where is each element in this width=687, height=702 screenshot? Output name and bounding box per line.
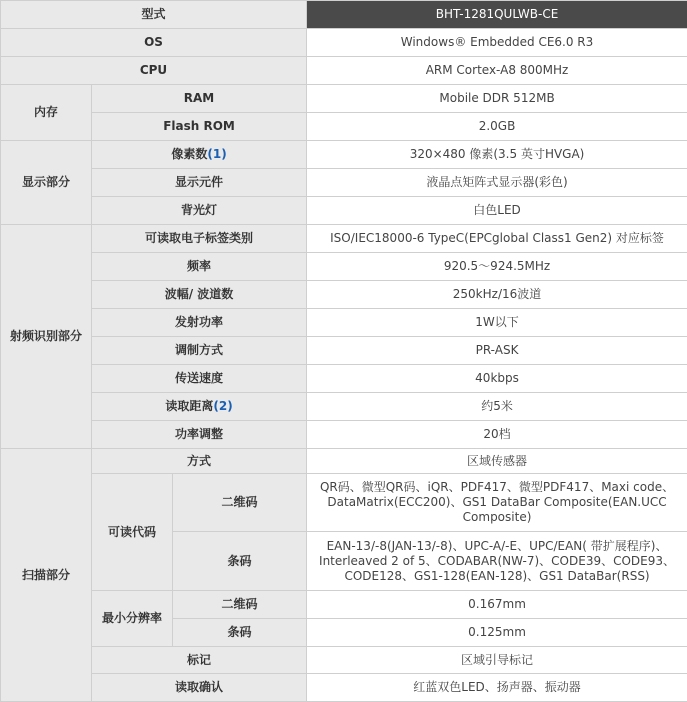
pixels-value: 320×480 像素(3.5 英寸HVGA) [307, 141, 687, 169]
row-frequency [1, 253, 687, 281]
row-scan-method [1, 449, 687, 474]
flash-label: Flash ROM [92, 113, 307, 141]
min-res-qr-value: 0.167mm [307, 591, 687, 619]
readable-qr-value: QR码、微型QR码、iQR、PDF417、微型PDF417、Maxi code、DataMatrix(ECC200)、GS1 DataBar Composite(EAN.UCC Composite) [307, 474, 687, 532]
tag-type-label: 可读取电子标签类别 [92, 225, 307, 253]
min-res-barcode-value: 0.125mm [307, 619, 687, 647]
row-os [1, 29, 687, 57]
readable-barcode-label: 条码 [173, 532, 307, 591]
row-ram [1, 85, 687, 113]
model-value: BHT-1281QULWB-CE [307, 1, 687, 29]
row-display-element [1, 169, 687, 197]
marker-value: 区域引导标记 [307, 647, 687, 674]
scan-method-value: 区域传感器 [307, 449, 687, 474]
row-tx-power [1, 309, 687, 337]
read-confirm-label: 读取确认 [92, 674, 307, 702]
min-res-barcode-label: 条码 [173, 619, 307, 647]
read-confirm-value: 红蓝双色LED、扬声器、振动器 [307, 674, 687, 702]
read-distance-value: 约5米 [307, 393, 687, 421]
pixels-label: 像素数 [171, 147, 207, 161]
read-distance-label-cell [92, 393, 307, 421]
row-pixels [1, 141, 687, 169]
row-flash [1, 113, 687, 141]
tx-power-value: 1W以下 [307, 309, 687, 337]
marker-label: 标记 [92, 647, 307, 674]
read-distance-footnote-link[interactable]: (2) [213, 399, 232, 413]
row-cpu [1, 57, 687, 85]
row-model [1, 1, 687, 29]
speed-label: 传送速度 [92, 365, 307, 393]
row-tag-type [1, 225, 687, 253]
modulation-label: 调制方式 [92, 337, 307, 365]
backlight-label: 背光灯 [92, 197, 307, 225]
display-element-label: 显示元件 [92, 169, 307, 197]
pixels-footnote-link[interactable]: (1) [207, 147, 226, 161]
tag-type-value: ISO/IEC18000-6 TypeC(EPCglobal Class1 Gen2) 对应标签 [307, 225, 687, 253]
readable-codes-group-label: 可读代码 [92, 474, 173, 591]
pixels-label-cell [92, 141, 307, 169]
rfid-group-label: 射频识别部分 [1, 225, 92, 449]
frequency-label: 频率 [92, 253, 307, 281]
readable-qr-label: 二维码 [173, 474, 307, 532]
min-res-qr-label: 二维码 [173, 591, 307, 619]
row-backlight [1, 197, 687, 225]
readable-barcode-value: EAN-13/-8(JAN-13/-8)、UPC-A/-E、UPC/EAN( 带扩展程序)、Interleaved 2 of 5、CODABAR(NW-7)、CODE39、CODE93、CODE128、GS1-128(EAN-128)、GS1 DataBar(RSS) [307, 532, 687, 591]
scan-method-label: 方式 [92, 449, 307, 474]
memory-group-label: 内存 [1, 85, 92, 141]
row-read-confirm [1, 674, 687, 702]
read-distance-label: 读取距离 [165, 399, 213, 413]
os-label: OS [1, 29, 307, 57]
scan-group-label: 扫描部分 [1, 449, 92, 702]
frequency-value: 920.5～924.5MHz [307, 253, 687, 281]
power-adjust-value: 20档 [307, 421, 687, 449]
os-value: Windows® Embedded CE6.0 R3 [307, 29, 687, 57]
cpu-value: ARM Cortex-A8 800MHz [307, 57, 687, 85]
channels-label: 波幅/ 波道数 [92, 281, 307, 309]
modulation-value: PR-ASK [307, 337, 687, 365]
row-read-distance [1, 393, 687, 421]
model-label: 型式 [1, 1, 307, 29]
channels-value: 250kHz/16波道 [307, 281, 687, 309]
row-modulation [1, 337, 687, 365]
row-marker [1, 647, 687, 674]
row-min-res-qr [1, 591, 687, 619]
tx-power-label: 发射功率 [92, 309, 307, 337]
min-resolution-group-label: 最小分辨率 [92, 591, 173, 647]
display-element-value: 液晶点矩阵式显示器(彩色) [307, 169, 687, 197]
ram-value: Mobile DDR 512MB [307, 85, 687, 113]
row-channels [1, 281, 687, 309]
row-readable-qr [1, 474, 687, 532]
ram-label: RAM [92, 85, 307, 113]
power-adjust-label: 功率调整 [92, 421, 307, 449]
cpu-label: CPU [1, 57, 307, 85]
backlight-value: 白色LED [307, 197, 687, 225]
speed-value: 40kbps [307, 365, 687, 393]
flash-value: 2.0GB [307, 113, 687, 141]
row-speed [1, 365, 687, 393]
row-power-adjust [1, 421, 687, 449]
display-group-label: 显示部分 [1, 141, 92, 225]
